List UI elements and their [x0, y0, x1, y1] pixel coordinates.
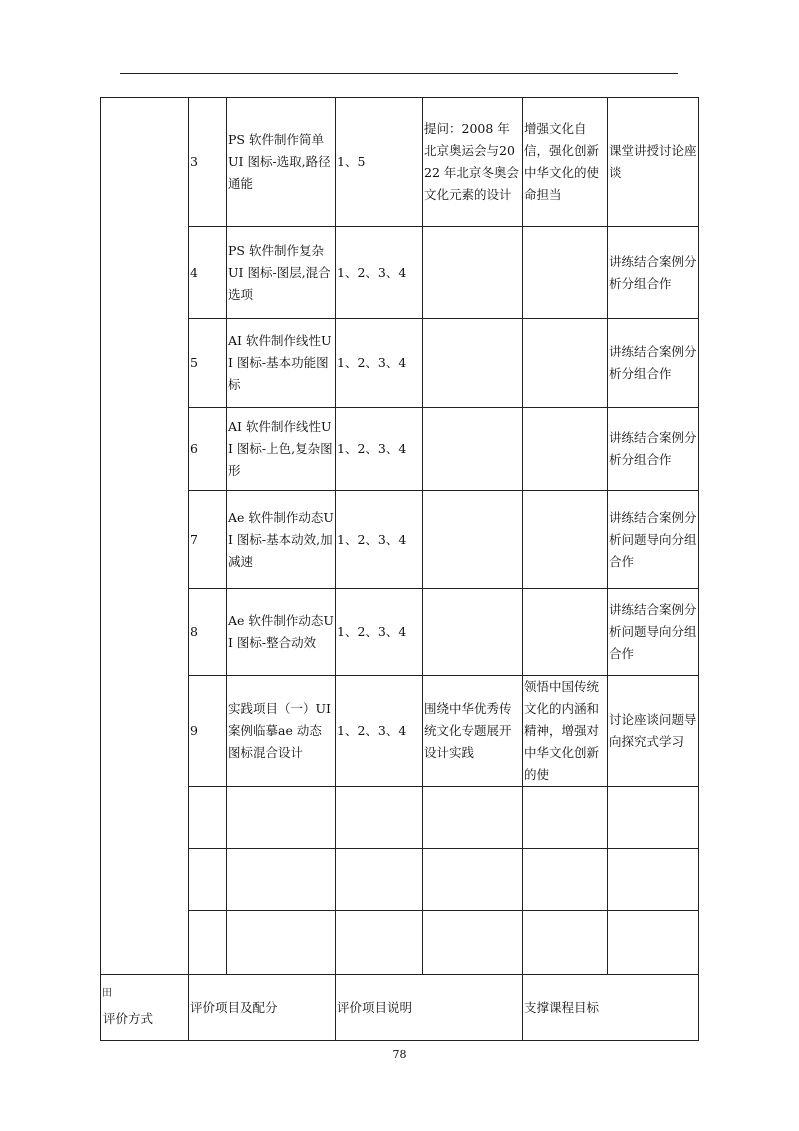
course-goal: 1、2、3、4 [336, 491, 423, 589]
table-row [101, 408, 699, 491]
table-row [101, 676, 699, 787]
course-schedule-table [100, 97, 699, 1041]
course-goal: 1、2、3、4 [336, 676, 423, 787]
evaluation-description-header: 评价项目说明 [336, 975, 523, 1041]
ideology-element [423, 319, 523, 408]
empty-cell [189, 787, 227, 849]
ideology-element: 提问：2008 年北京奥运会与2022 年北京冬奥会文化元素的设计 [423, 98, 523, 227]
row-number: 3 [189, 98, 227, 227]
page-number: 78 [392, 1048, 407, 1061]
row-number: 8 [189, 589, 227, 676]
teaching-method: 课堂讲授讨论座谈 [608, 98, 699, 227]
value-goal [523, 408, 608, 491]
empty-cell [227, 787, 336, 849]
evaluation-label-cell [101, 975, 189, 1041]
course-goal: 1、2、3、4 [336, 227, 423, 319]
course-goal: 1、5 [336, 98, 423, 227]
teaching-content: 实践项目（一）UI 案例临摹ae 动态图标混合设计 [227, 676, 336, 787]
empty-cell [336, 911, 423, 975]
empty-cell [608, 787, 699, 849]
value-goal [523, 319, 608, 408]
value-goal: 领悟中国传统文化的内涵和精神，增强对中华文化创新的使 [523, 676, 608, 787]
empty-cell [423, 849, 523, 911]
table-row [101, 787, 699, 849]
empty-cell [189, 849, 227, 911]
value-goal: 增强文化自信，强化创新中华文化的使命担当 [523, 98, 608, 227]
value-goal [523, 491, 608, 589]
teaching-content: PS 软件制作简单UI 图标-选取,路径通能 [227, 98, 336, 227]
empty-cell [423, 911, 523, 975]
evaluation-mark: 田 [102, 987, 112, 999]
empty-cell [523, 787, 608, 849]
row-number: 5 [189, 319, 227, 408]
value-goal [523, 227, 608, 319]
table-row [101, 227, 699, 319]
table-row [101, 849, 699, 911]
empty-cell [336, 849, 423, 911]
row-number: 6 [189, 408, 227, 491]
table-row [101, 911, 699, 975]
empty-cell [189, 911, 227, 975]
left-merged-cell [101, 98, 189, 975]
evaluation-row [101, 975, 699, 1041]
row-number: 9 [189, 676, 227, 787]
teaching-method: 讲练结合案例分析问题导向分组合作 [608, 589, 699, 676]
ideology-element [423, 408, 523, 491]
table-row [101, 319, 699, 408]
empty-cell [523, 849, 608, 911]
empty-cell [608, 911, 699, 975]
empty-cell [336, 787, 423, 849]
table-row [101, 589, 699, 676]
header-rule [120, 73, 678, 74]
teaching-method: 讲练结合案例分析分组合作 [608, 227, 699, 319]
teaching-content: AI 软件制作线性UI 图标-上色,复杂图形 [227, 408, 336, 491]
course-goal: 1、2、3、4 [336, 408, 423, 491]
teaching-content: AI 软件制作线性UI 图标-基本功能图标 [227, 319, 336, 408]
teaching-content: Ae 软件制作动态UI 图标-基本动效,加减速 [227, 491, 336, 589]
teaching-method: 讲练结合案例分析分组合作 [608, 408, 699, 491]
course-goal: 1、2、3、4 [336, 319, 423, 408]
ideology-element [423, 491, 523, 589]
table-row [101, 491, 699, 589]
supported-goals-header: 支撑课程目标 [523, 975, 699, 1041]
course-goal: 1、2、3、4 [336, 589, 423, 676]
row-number: 7 [189, 491, 227, 589]
ideology-element: 围绕中华优秀传统文化专题展开设计实践 [423, 676, 523, 787]
table-row [101, 98, 699, 227]
teaching-method: 讲练结合案例分析问题导向分组合作 [608, 491, 699, 589]
empty-cell [227, 849, 336, 911]
teaching-method: 讲练结合案例分析分组合作 [608, 319, 699, 408]
teaching-method: 讨论座谈问题导向探究式学习 [608, 676, 699, 787]
ideology-element [423, 589, 523, 676]
teaching-content: PS 软件制作复杂UI 图标-图层,混合选项 [227, 227, 336, 319]
teaching-content: Ae 软件制作动态UI 图标-整合动效 [227, 589, 336, 676]
empty-cell [608, 849, 699, 911]
empty-cell [227, 911, 336, 975]
evaluation-items-header: 评价项目及配分 [189, 975, 336, 1041]
ideology-element [423, 227, 523, 319]
empty-cell [423, 787, 523, 849]
empty-cell [523, 911, 608, 975]
row-number: 4 [189, 227, 227, 319]
evaluation-label: 评价方式 [103, 1010, 154, 1026]
value-goal [523, 589, 608, 676]
